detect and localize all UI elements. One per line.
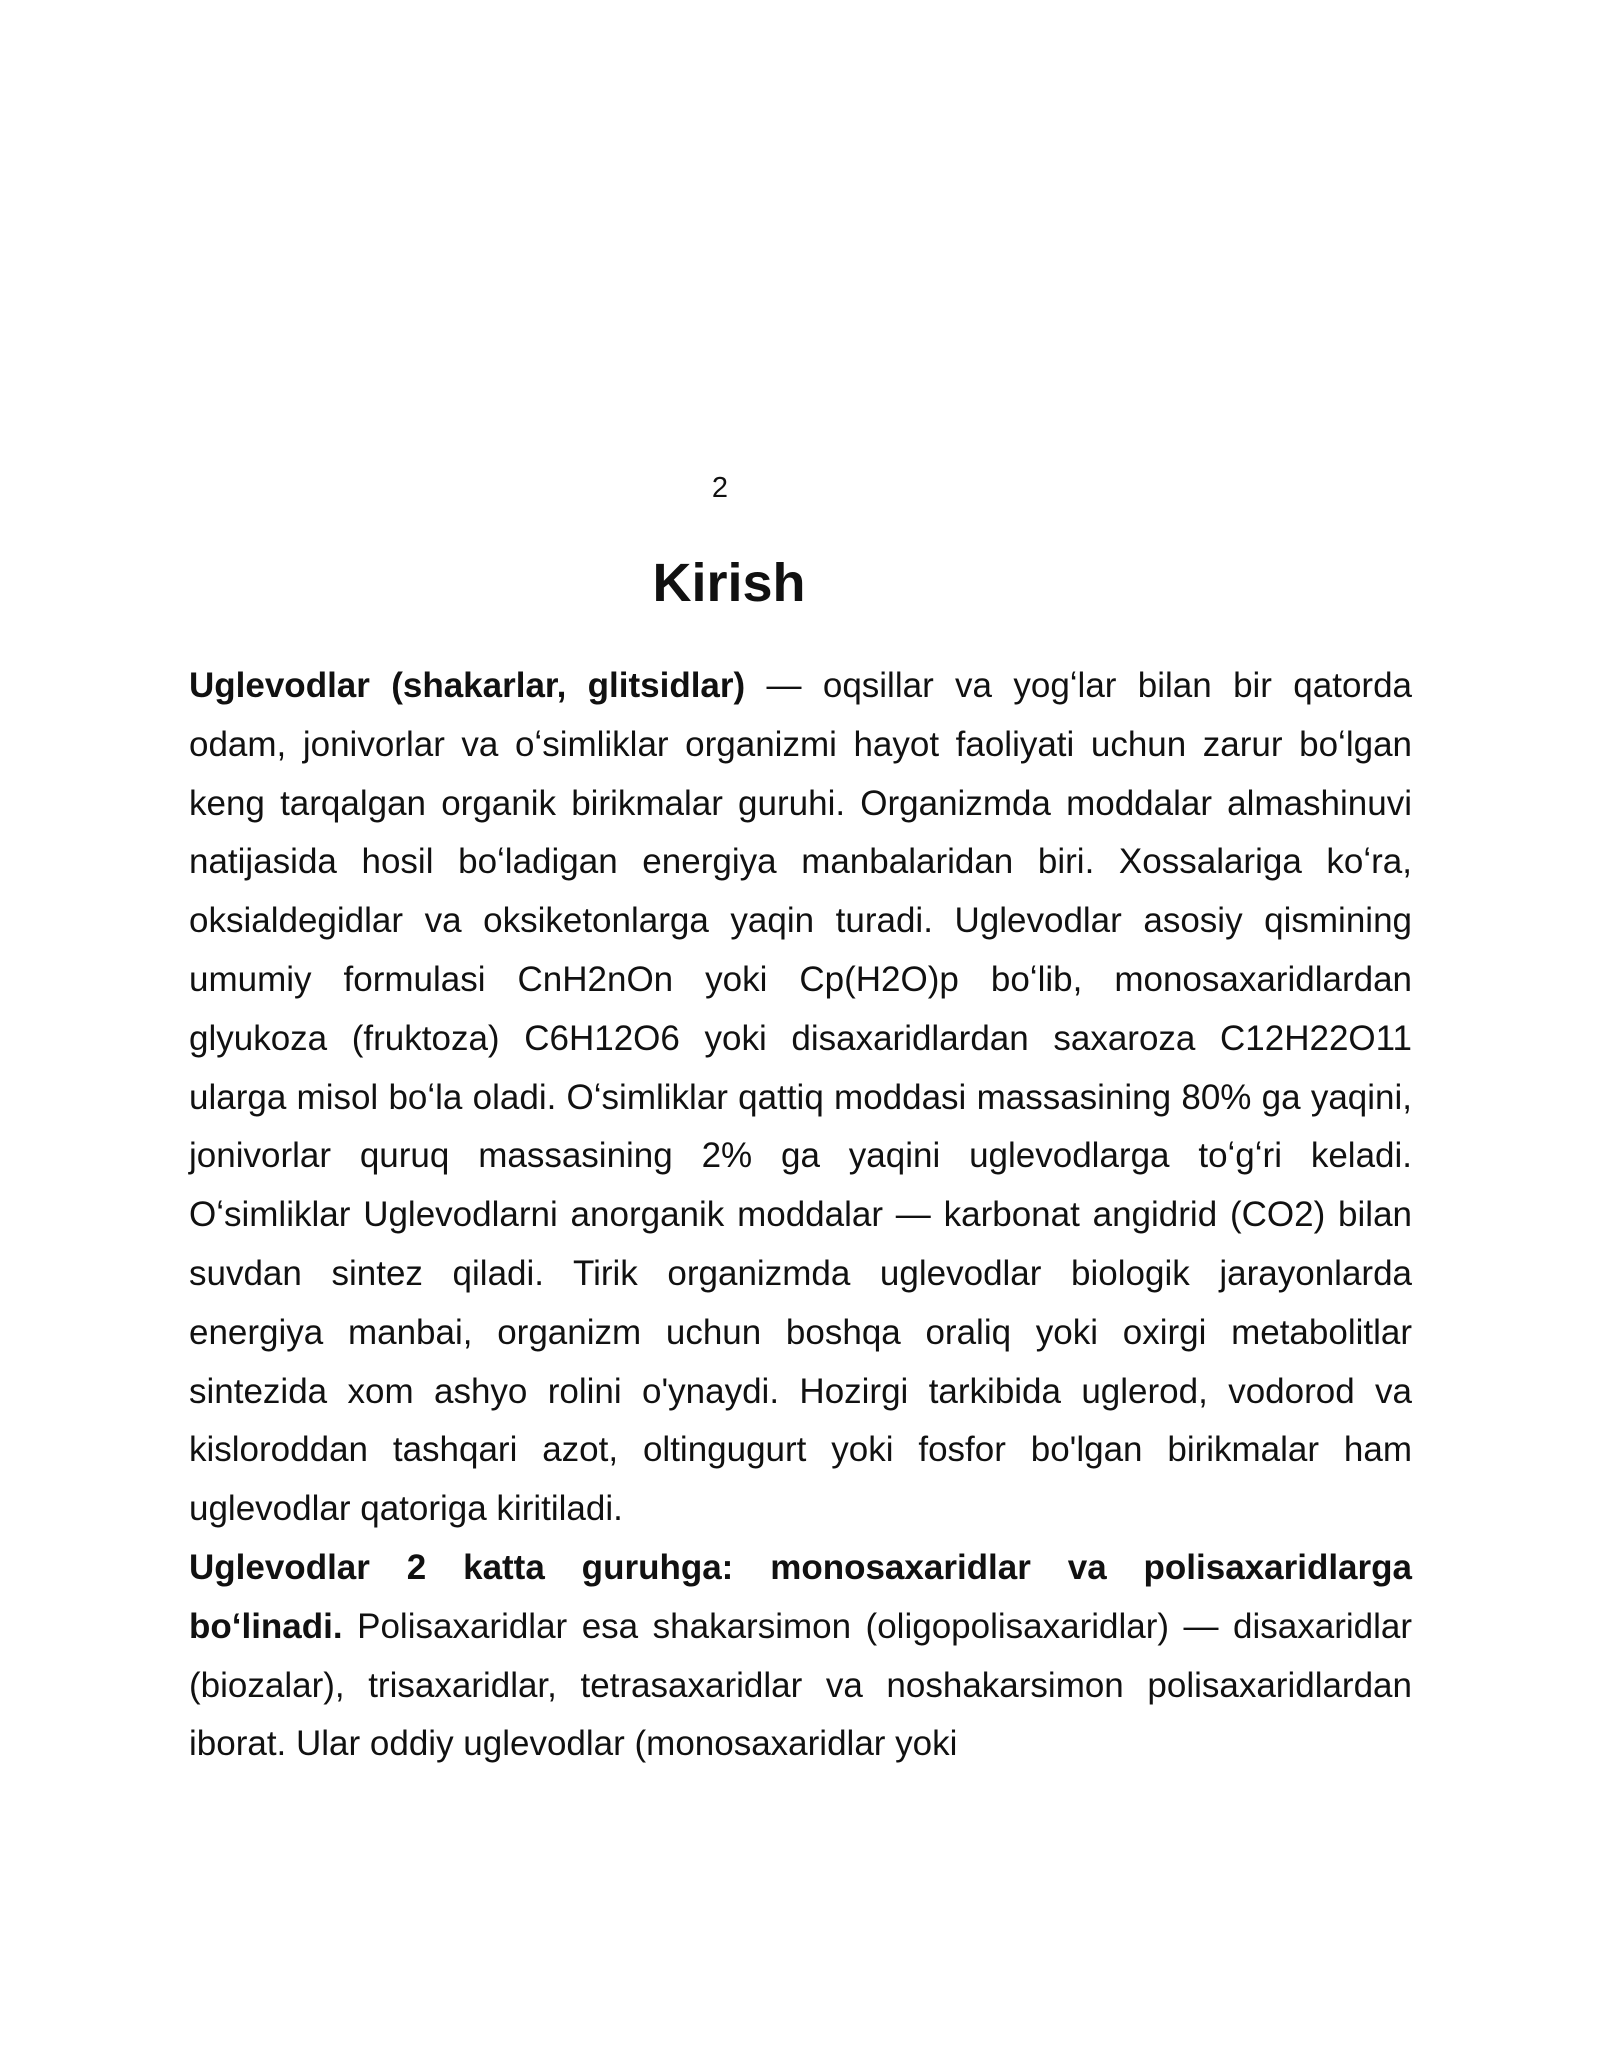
intro-bold-term: Uglevodlar (shakarlar, glitsidlar) bbox=[189, 666, 746, 705]
body-paragraph bbox=[189, 657, 1412, 1774]
groups-text: Polisaxaridlar esa shakarsimon (oligopolisaxaridlar) — disaxaridlar (biozalar), trisaxaridlar, tetrasaxaridlar va noshakarsimon polisaxaridlardan iborat. Ular oddiy uglevodlar (monosaxaridlar yoki bbox=[189, 1606, 1412, 1764]
page-number: 2 bbox=[711, 472, 729, 504]
groups-bold-statement: Uglevodlar 2 katta guruhga: monosaxaridlar va polisaxaridlarga boʻlinadi. bbox=[189, 1547, 1412, 1646]
page-title: Kirish bbox=[652, 553, 806, 613]
intro-text: — oqsillar va yogʻlar bilan bir qatorda odam, jonivorlar va oʻsimliklar organizmi hayot faoliyati uchun zarur boʻlgan keng tarqalgan organik birikmalar guruhi. Organizmda moddalar almashinuvi natijasida hosil boʻladigan energiya manbalaridan biri. Xossalariga koʻra, oksialdegidlar va oksiketonlarga yaqin turadi. Uglevodlar asosiy qismining umumiy formulasi CnH2nOn yoki Cp(H2O)p boʻlib, monosaxaridlardan glyukoza (fruktoza) C6H12O6 yoki disaxaridlardan saxaroza C12H22O11 ularga misol boʻla oladi. Oʻsimliklar qattiq moddasi massasining 80% ga yaqini, jonivorlar quruq massasining 2% ga yaqini uglevodlarga toʻgʻri keladi. Oʻsimliklar Uglevodlarni anorganik moddalar — karbonat angidrid (CO2) bilan suvdan sintez qiladi. Tirik organizmda uglevodlar biologik jarayonlarda energiya manbai, organizm uchun boshqa oraliq yoki oxirgi metabolitlar sintezida xom ashyo rolini o'ynaydi. Hozirgi tarkibida uglerod, vodorod va kisloroddan tashqari azot, oltingugurt yoki fosfor bo'lgan birikmalar ham uglevodlar qatoriga kiritiladi. bbox=[189, 666, 1412, 1529]
